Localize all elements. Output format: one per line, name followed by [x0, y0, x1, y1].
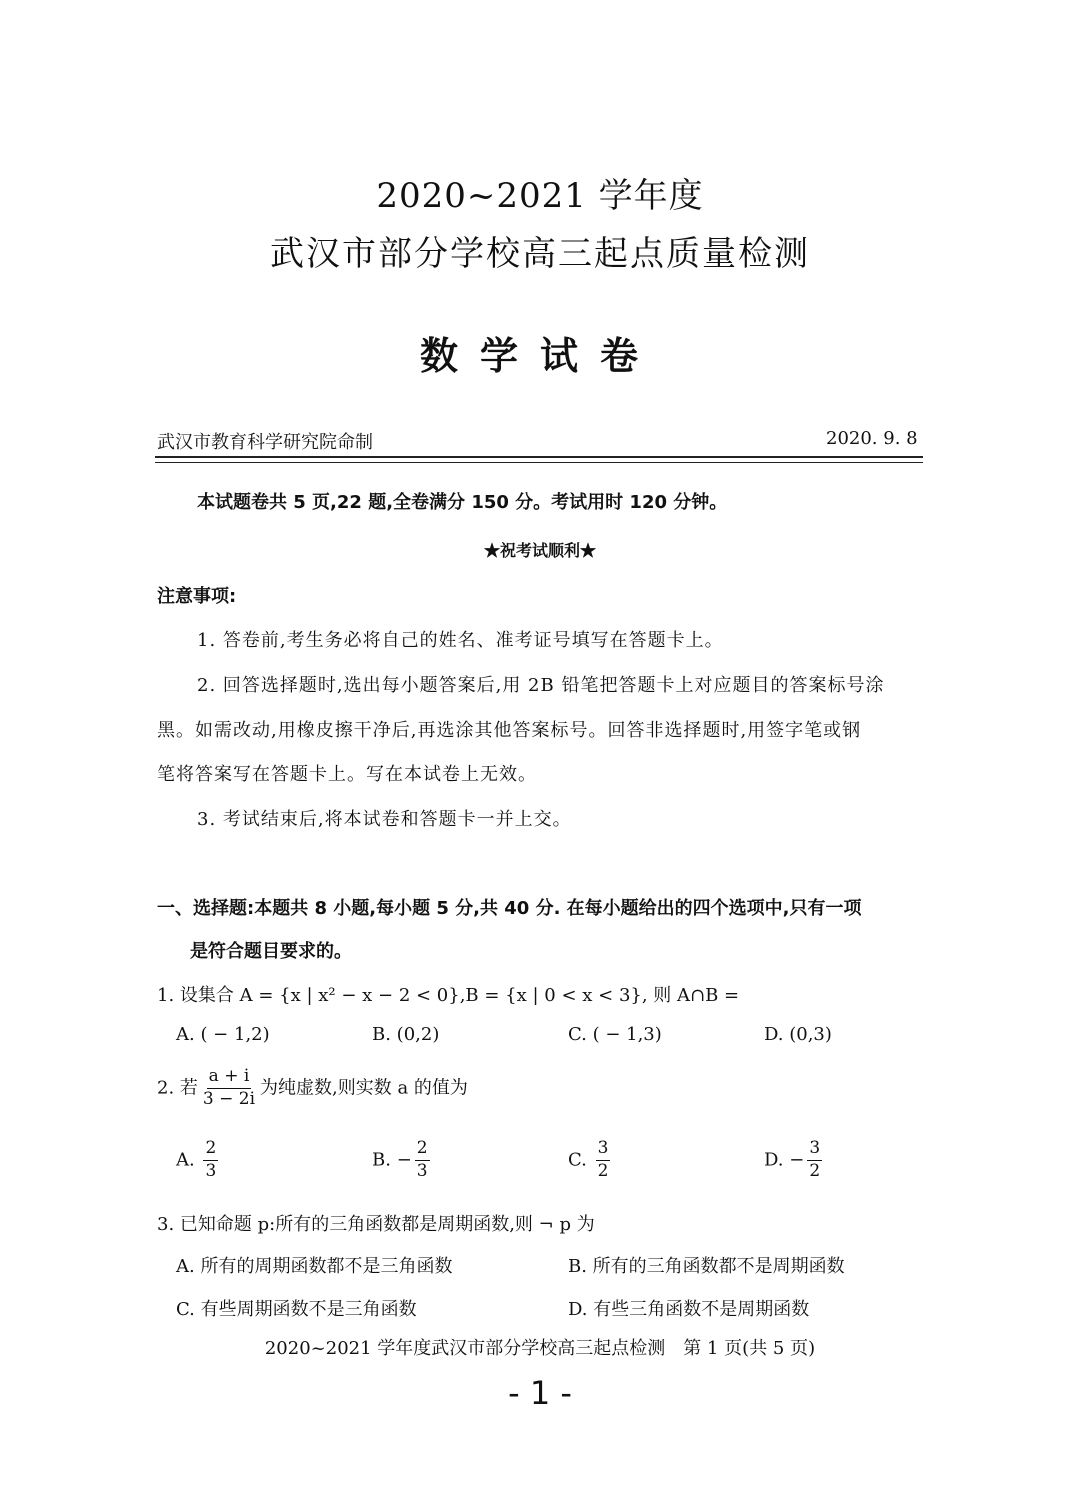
- exam-summary: 本试题卷共 5 页,22 题,全卷满分 150 分。考试用时 120 分钟。: [197, 492, 728, 513]
- option-label: C.: [568, 1149, 587, 1171]
- fraction-denominator: 3: [205, 1160, 217, 1181]
- notice-item-2-line-2: 黑。如需改动,用橡皮擦干净后,再选涂其他答案标号。回答非选择题时,用签字笔或钢: [157, 720, 862, 741]
- fraction-numerator: 2: [203, 1140, 218, 1161]
- page-title: 数学试卷: [419, 334, 660, 378]
- option-sign: −: [789, 1149, 805, 1171]
- publisher: 武汉市教育科学研究院命制: [157, 432, 373, 453]
- fraction-denominator: 2: [597, 1160, 609, 1181]
- notice-heading: 注意事项:: [157, 586, 237, 607]
- fraction-numerator: 3: [807, 1140, 822, 1161]
- year-title: 2020~2021 学年度: [376, 176, 704, 216]
- notice-item-3: 3. 考试结束后,将本试卷和答题卡一并上交。: [197, 809, 572, 830]
- section-heading-line-1: 一、选择题:本题共 8 小题,每小题 5 分,共 40 分. 在每小题给出的四个选项中,只有一项: [157, 898, 862, 919]
- blessing: ★祝考试顺利★: [483, 541, 596, 560]
- option-fraction: [203, 1140, 218, 1181]
- question-1-option-a: A. ( − 1,2): [176, 1024, 270, 1045]
- notice-item-2-line-1: 2. 回答选择题时,选出每小题答案后,用 2B 铅笔把答题卡上对应题目的答案标号涂: [197, 675, 885, 696]
- question-1-option-c: C. ( − 1,3): [568, 1024, 662, 1045]
- question-3-option-b: B. 所有的三角函数都不是周期函数: [568, 1256, 845, 1277]
- question-2-stem: [157, 1068, 468, 1109]
- question-2-option-a: [176, 1140, 221, 1181]
- option-sign: −: [396, 1149, 412, 1171]
- question-3-option-a: A. 所有的周期函数都不是三角函数: [176, 1256, 453, 1277]
- option-fraction: [596, 1140, 611, 1181]
- question-2-option-d: [764, 1140, 825, 1181]
- question-1-stem: 1. 设集合 A = {x | x² − x − 2 < 0},B = {x | 0 < x < 3}, 则 A∩B =: [157, 985, 740, 1006]
- question-3-option-c: C. 有些周期函数不是三角函数: [176, 1299, 417, 1320]
- fraction-denominator: 3: [416, 1160, 428, 1181]
- option-label: A.: [176, 1149, 195, 1171]
- header-rule-thin: [155, 462, 923, 463]
- question-3-option-d: D. 有些三角函数不是周期函数: [568, 1299, 810, 1320]
- option-label: B.: [372, 1149, 391, 1171]
- question-2-prefix: 2. 若: [157, 1077, 198, 1099]
- header-rule-thick: [155, 456, 923, 458]
- fraction-numerator: 2: [415, 1140, 430, 1161]
- question-2-option-c: [568, 1140, 613, 1181]
- notice-item-2-line-3: 笔将答案写在答题卡上。写在本试卷上无效。: [157, 764, 537, 785]
- question-1-option-b: B. (0,2): [372, 1024, 440, 1045]
- question-2-option-b: [372, 1140, 433, 1181]
- section-heading-line-2: 是符合题目要求的。: [190, 941, 352, 962]
- page-number: - 1 -: [508, 1374, 572, 1412]
- page-footer: 2020~2021 学年度武汉市部分学校高三起点检测 第 1 页(共 5 页): [264, 1338, 816, 1359]
- fraction-denominator: 2: [809, 1160, 821, 1181]
- fraction-numerator: a + i: [207, 1068, 252, 1089]
- question-1-option-d: D. (0,3): [764, 1024, 832, 1045]
- notice-item-1: 1. 答卷前,考生务必将自己的姓名、准考证号填写在答题卡上。: [197, 630, 724, 651]
- exam-date: 2020. 9. 8: [826, 428, 918, 449]
- option-label: D.: [764, 1149, 784, 1171]
- question-2-suffix: 为纯虚数,则实数 a 的值为: [260, 1077, 468, 1099]
- option-fraction: [415, 1140, 430, 1181]
- question-2-fraction: [201, 1068, 257, 1109]
- fraction-numerator: 3: [596, 1140, 611, 1161]
- fraction-denominator: 3 − 2i: [202, 1088, 256, 1109]
- option-fraction: [807, 1140, 822, 1181]
- question-3-stem: 3. 已知命题 p:所有的三角函数都是周期函数,则 ¬ p 为: [157, 1214, 595, 1235]
- exam-subtitle: 武汉市部分学校高三起点质量检测: [270, 234, 810, 274]
